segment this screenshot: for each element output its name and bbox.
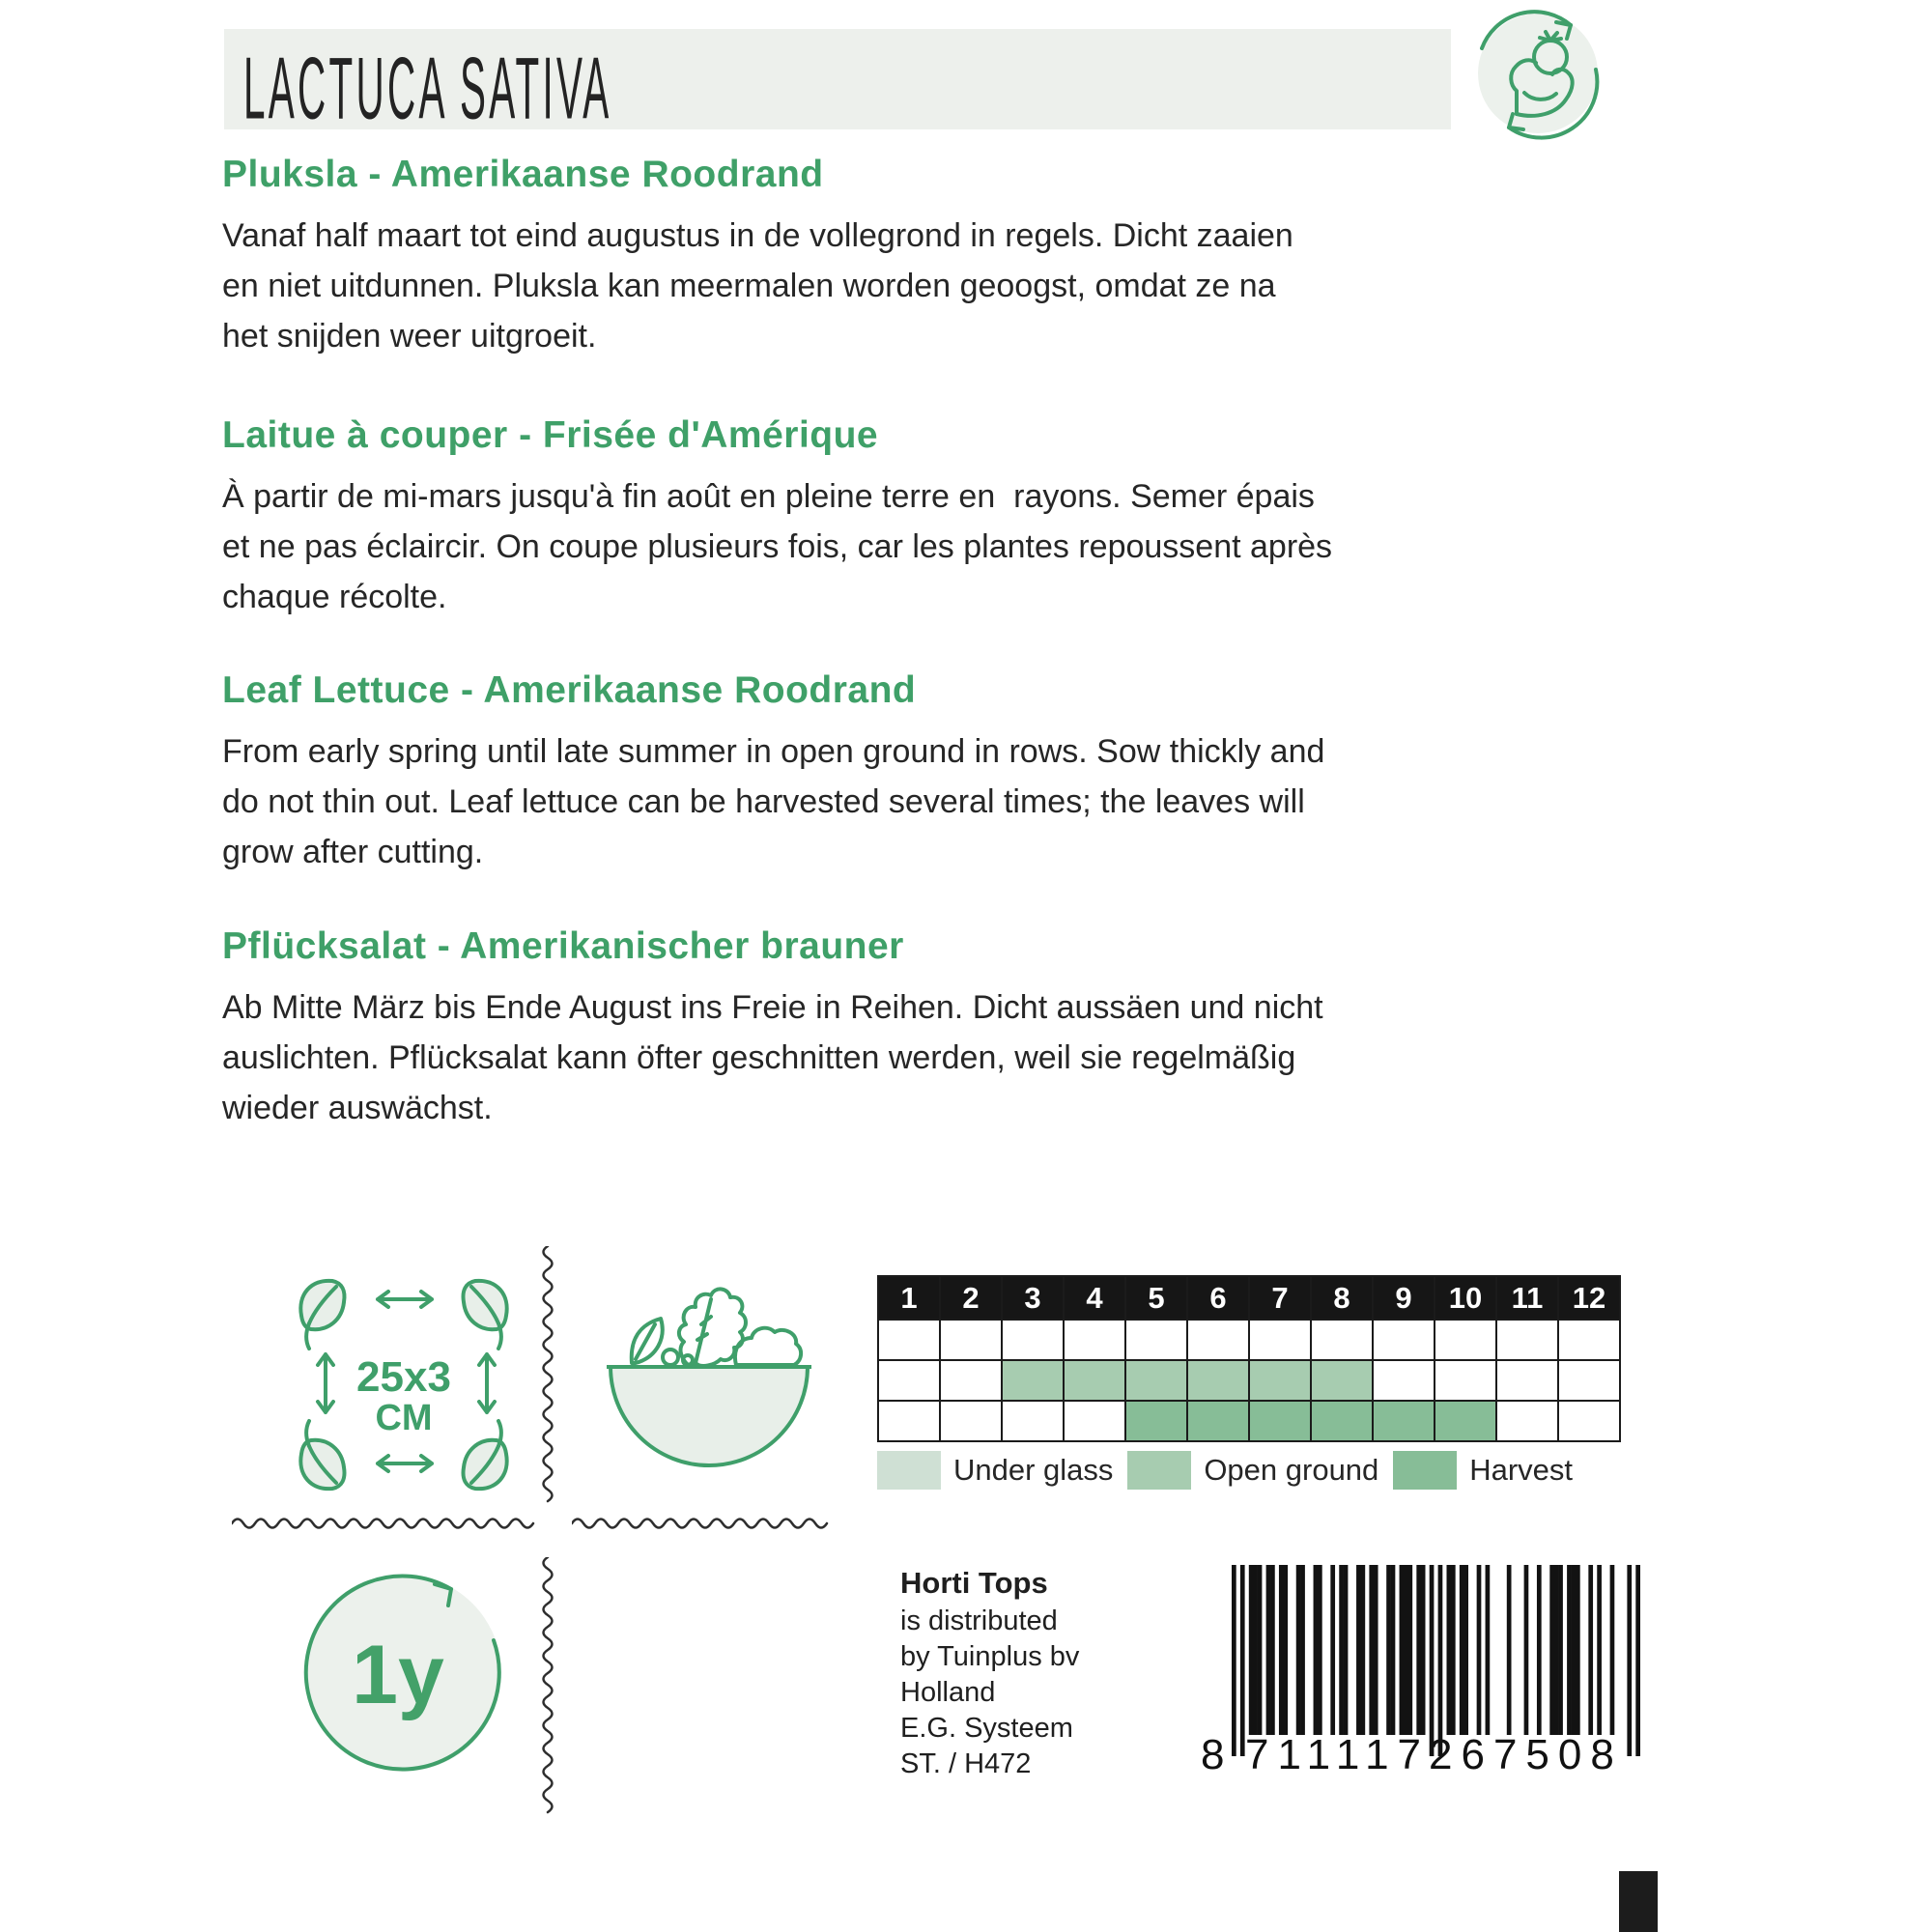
calendar-cell-open-ground-1 <box>878 1360 940 1401</box>
calendar-cell-open-ground-2 <box>940 1360 1002 1401</box>
divider-wavy-horizontal <box>572 1517 844 1530</box>
hand-tomato-cycle-icon <box>1459 2 1615 158</box>
barcode-digit-first: 8 <box>1201 1731 1225 1778</box>
calendar-month-header: 5 <box>1125 1276 1187 1320</box>
calendar-month-header: 4 <box>1064 1276 1125 1320</box>
calendar-cell-harvest-3 <box>1002 1401 1064 1441</box>
calendar-month-header: 9 <box>1373 1276 1435 1320</box>
section-french <box>222 413 1381 622</box>
calendar-cell-under-glass-3 <box>1002 1320 1064 1360</box>
section-line: do not thin out. Leaf lettuce can be harvested several times; the leaves will <box>222 783 1305 820</box>
calendar-cell-harvest-9 <box>1373 1401 1435 1441</box>
calendar-cell-under-glass-2 <box>940 1320 1002 1360</box>
section-heading: Leaf Lettuce - Amerikaanse Roodrand <box>222 669 917 711</box>
calendar-cell-harvest-2 <box>940 1401 1002 1441</box>
calendar-cell-open-ground-4 <box>1064 1360 1125 1401</box>
section-line: Ab Mitte März bis Ende August ins Freie in Reihen. Dicht aussäen und nicht <box>222 989 1323 1026</box>
section-line: wieder auswächst. <box>222 1090 493 1126</box>
calendar-cell-open-ground-6 <box>1187 1360 1249 1401</box>
calendar-cell-harvest-10 <box>1435 1401 1496 1441</box>
calendar-cell-open-ground-10 <box>1435 1360 1496 1401</box>
divider-wavy-horizontal <box>232 1517 541 1530</box>
sowing-distance-icon <box>278 1267 529 1504</box>
calendar-cell-harvest-8 <box>1311 1401 1373 1441</box>
calendar-month-header: 11 <box>1496 1276 1558 1320</box>
calendar-cell-harvest-11 <box>1496 1401 1558 1441</box>
calendar-cell-harvest-5 <box>1125 1401 1187 1441</box>
calendar-month-header: 1 <box>878 1276 940 1320</box>
section-heading: Pluksla - Amerikaanse Roodrand <box>222 154 824 195</box>
divider-wavy-vertical <box>541 1557 554 1816</box>
sowing-calendar-table <box>877 1275 1621 1442</box>
calendar-cell-open-ground-11 <box>1496 1360 1558 1401</box>
one-year-cycle-icon <box>290 1560 517 1787</box>
calendar-cell-under-glass-5 <box>1125 1320 1187 1360</box>
distributor-line: ST. / H472 <box>900 1748 1032 1779</box>
legend-label: Harvest <box>1469 1453 1573 1487</box>
section-line: et ne pas éclaircir. On coupe plusieurs fois, car les plantes repoussent après <box>222 528 1333 565</box>
calendar-month-header: 10 <box>1435 1276 1496 1320</box>
legend-item-open-ground <box>1127 1451 1378 1490</box>
section-heading: Laitue à couper - Frisée d'Amérique <box>222 414 879 456</box>
calendar-cell-under-glass-11 <box>1496 1320 1558 1360</box>
calendar-cell-harvest-4 <box>1064 1401 1125 1441</box>
calendar-cell-under-glass-1 <box>878 1320 940 1360</box>
calendar-month-header: 8 <box>1311 1276 1373 1320</box>
registration-mark <box>1619 1871 1658 1932</box>
salad-bowl-icon <box>607 1280 811 1478</box>
divider-wavy-vertical <box>541 1246 554 1512</box>
calendar-cell-under-glass-4 <box>1064 1320 1125 1360</box>
calendar-month-header: 2 <box>940 1276 1002 1320</box>
section-line: auslichten. Pflücksalat kann öfter geschnitten werden, weil sie regelmäßig <box>222 1039 1296 1076</box>
calendar-cell-harvest-6 <box>1187 1401 1249 1441</box>
calendar-cell-under-glass-8 <box>1311 1320 1373 1360</box>
distributor-name: Horti Tops <box>900 1566 1048 1600</box>
section-heading: Pflücksalat - Amerikanischer brauner <box>222 925 904 967</box>
calendar-cell-under-glass-10 <box>1435 1320 1496 1360</box>
calendar-month-header: 7 <box>1249 1276 1311 1320</box>
section-line: het snijden weer uitgroeit. <box>222 318 597 355</box>
calendar-cell-open-ground-9 <box>1373 1360 1435 1401</box>
calendar-cell-under-glass-7 <box>1249 1320 1311 1360</box>
barcode-digits-right: 267508 <box>1429 1731 1623 1778</box>
section-line: Vanaf half maart tot eind augustus in de vollegrond in regels. Dicht zaaien <box>222 217 1293 254</box>
spacing-value: 25x3 <box>356 1353 451 1401</box>
section-german <box>222 924 1381 1133</box>
calendar-cell-harvest-7 <box>1249 1401 1311 1441</box>
calendar-cell-open-ground-8 <box>1311 1360 1373 1401</box>
distributor-line: by Tuinplus bv <box>900 1641 1080 1672</box>
calendar-cell-open-ground-3 <box>1002 1360 1064 1401</box>
ean13-barcode <box>1201 1565 1642 1792</box>
calendar-cell-open-ground-12 <box>1558 1360 1620 1401</box>
calendar-cell-under-glass-9 <box>1373 1320 1435 1360</box>
calendar-month-header: 3 <box>1002 1276 1064 1320</box>
distributor-line: Holland <box>900 1677 996 1708</box>
calendar-cell-under-glass-6 <box>1187 1320 1249 1360</box>
section-line: en niet uitdunnen. Pluksla kan meermalen worden geoogst, omdat ze na <box>222 268 1276 304</box>
section-english <box>222 668 1381 877</box>
legend-swatch-harvest <box>1393 1451 1457 1490</box>
distributor-block <box>900 1563 1079 1782</box>
legend-swatch-open-ground <box>1127 1451 1191 1490</box>
botanical-name: LACTUCA SATIVA <box>243 40 612 138</box>
calendar-cell-under-glass-12 <box>1558 1320 1620 1360</box>
section-line: grow after cutting. <box>222 834 484 870</box>
calendar-cell-harvest-1 <box>878 1401 940 1441</box>
legend-label: Open ground <box>1204 1453 1379 1487</box>
section-dutch <box>222 153 1381 361</box>
legend-item-under-glass <box>877 1451 1113 1490</box>
distributor-line: is distributed <box>900 1605 1058 1636</box>
barcode-digits-left: 711117 <box>1245 1731 1431 1778</box>
legend-label: Under glass <box>953 1453 1114 1487</box>
spacing-unit: CM <box>375 1398 433 1438</box>
legend-item-harvest <box>1393 1451 1573 1490</box>
calendar-month-header: 12 <box>1558 1276 1620 1320</box>
section-line: From early spring until late summer in open ground in rows. Sow thickly and <box>222 733 1325 770</box>
legend-swatch-under-glass <box>877 1451 941 1490</box>
calendar-legend <box>877 1451 1573 1490</box>
barcode-bars <box>1232 1565 1643 1758</box>
section-line: chaque récolte. <box>222 579 447 615</box>
calendar-month-header: 6 <box>1187 1276 1249 1320</box>
distributor-line: E.G. Systeem <box>900 1713 1073 1744</box>
calendar-cell-open-ground-7 <box>1249 1360 1311 1401</box>
calendar-cell-open-ground-5 <box>1125 1360 1187 1401</box>
lifecycle-label: 1y <box>352 1629 444 1721</box>
calendar-cell-harvest-12 <box>1558 1401 1620 1441</box>
section-line: À partir de mi-mars jusqu'à fin août en pleine terre en rayons. Semer épais <box>222 478 1315 515</box>
